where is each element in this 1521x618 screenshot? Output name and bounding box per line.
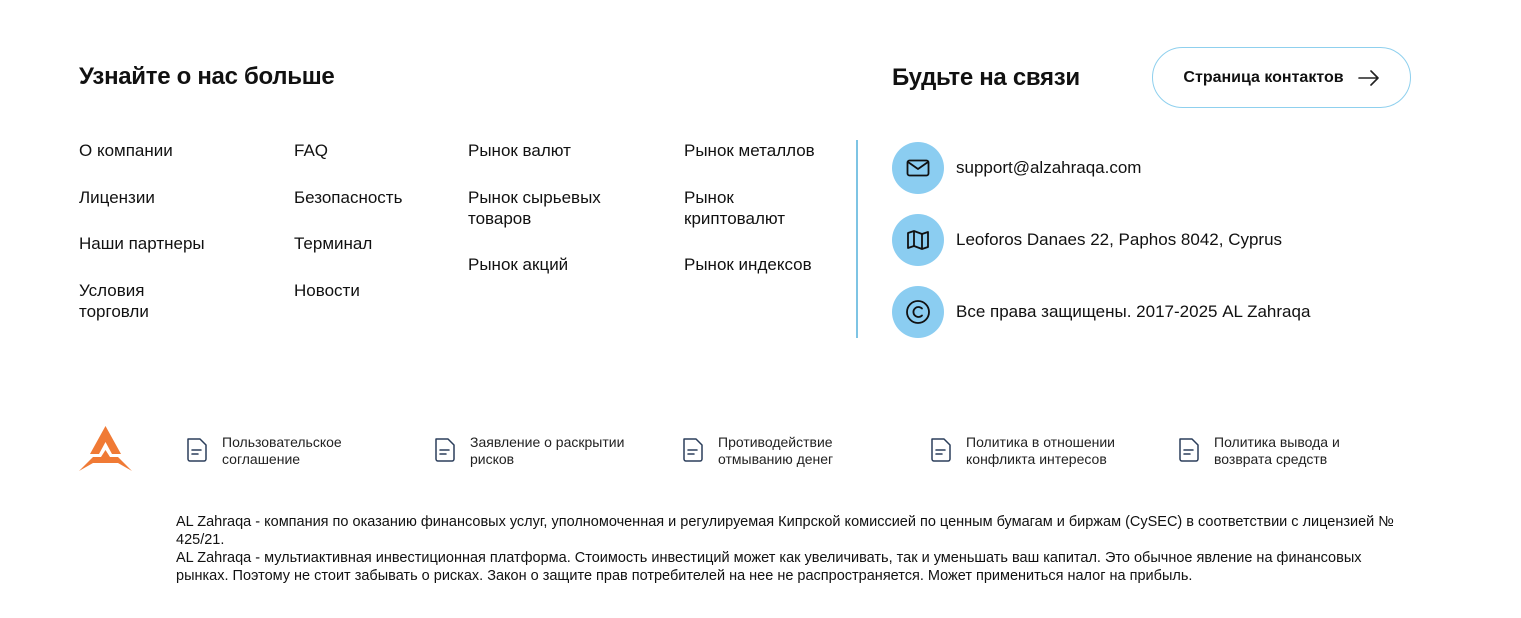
link-commodities-market[interactable]: Рынок сырьевых товаров bbox=[468, 188, 601, 228]
document-icon bbox=[1175, 436, 1203, 464]
legal-disclaimer bbox=[176, 513, 1406, 585]
stay-in-touch-heading: Будьте на связи bbox=[892, 64, 1080, 91]
learn-more-heading: Узнайте о нас больше bbox=[79, 63, 335, 90]
doc-label: Политика в отношении конфликта интересов bbox=[966, 434, 1115, 467]
document-icon bbox=[679, 436, 707, 464]
disclaimer-risk: AL Zahraqa - мультиактивная инвестиционная платформа. Стоимость инвестиций может как увеличивать, так и уменьшать ваш капитал. Это обычное явление на финансовых рынках. Поэтому не стоит забывать о рисках. Закон о защите прав потребителей на нее не распространяется. Может примениться налог на прибыль. bbox=[176, 550, 1362, 584]
link-currency-market[interactable]: Рынок валют bbox=[468, 141, 571, 160]
doc-anti-money-laundering[interactable] bbox=[679, 434, 898, 468]
copyright-icon-circle bbox=[892, 286, 944, 338]
contact-copyright-row bbox=[892, 286, 1310, 338]
link-metals-market[interactable]: Рынок металлов bbox=[684, 141, 815, 160]
document-icon bbox=[183, 436, 211, 464]
link-trading-conditions[interactable]: Условия торговли bbox=[79, 281, 149, 321]
document-icon bbox=[927, 436, 955, 464]
arrow-right-icon bbox=[1358, 70, 1380, 86]
link-news[interactable]: Новости bbox=[294, 281, 360, 300]
doc-label: Заявление о раскрытии рисков bbox=[470, 434, 625, 467]
contacts-page-button-label: Страница контактов bbox=[1183, 68, 1344, 86]
doc-user-agreement[interactable] bbox=[183, 434, 402, 468]
brand-logo[interactable] bbox=[79, 426, 132, 471]
map-icon bbox=[905, 227, 931, 253]
copyright-icon bbox=[904, 298, 932, 326]
link-stock-market[interactable]: Рынок акций bbox=[468, 255, 569, 274]
doc-label: Противодействие отмыванию денег bbox=[718, 434, 834, 467]
contact-email-row bbox=[892, 142, 1141, 194]
doc-risk-disclosure[interactable] bbox=[431, 434, 650, 468]
contact-address: Leoforos Danaes 22, Paphos 8042, Cyprus bbox=[956, 230, 1283, 249]
link-crypto-market[interactable]: Рынок криптовалют bbox=[684, 188, 786, 228]
copyright-text: Все права защищены. 2017-2025 AL Zahraqa bbox=[956, 302, 1311, 321]
mail-icon-circle bbox=[892, 142, 944, 194]
doc-conflict-of-interest[interactable] bbox=[927, 434, 1146, 468]
disclaimer-license: AL Zahraqa - компания по оказанию финансовых услуг, уполномоченная и регулируемая Кипрской комиссией по ценным бумагам и биржам (CySEC) в соответствии с лицензией № 425/21. bbox=[176, 514, 1394, 548]
doc-label: Пользовательское соглашение bbox=[222, 434, 342, 467]
column-divider bbox=[856, 140, 858, 338]
doc-withdrawal-refund[interactable] bbox=[1175, 434, 1394, 468]
doc-label: Политика вывода и возврата средств bbox=[1214, 434, 1340, 467]
link-terminal[interactable]: Терминал bbox=[294, 234, 373, 253]
contact-email[interactable]: support@alzahraqa.com bbox=[956, 158, 1142, 177]
link-faq[interactable]: FAQ bbox=[294, 141, 329, 160]
contacts-page-button[interactable] bbox=[1152, 47, 1411, 108]
mail-icon bbox=[905, 155, 931, 181]
link-about[interactable]: О компании bbox=[79, 141, 173, 160]
link-licenses[interactable]: Лицензии bbox=[79, 188, 155, 207]
link-indices-market[interactable]: Рынок индексов bbox=[684, 255, 812, 274]
map-icon-circle bbox=[892, 214, 944, 266]
contact-address-row bbox=[892, 214, 1282, 266]
link-partners[interactable]: Наши партнеры bbox=[79, 234, 205, 253]
document-icon bbox=[431, 436, 459, 464]
link-security[interactable]: Безопасность bbox=[294, 188, 403, 207]
